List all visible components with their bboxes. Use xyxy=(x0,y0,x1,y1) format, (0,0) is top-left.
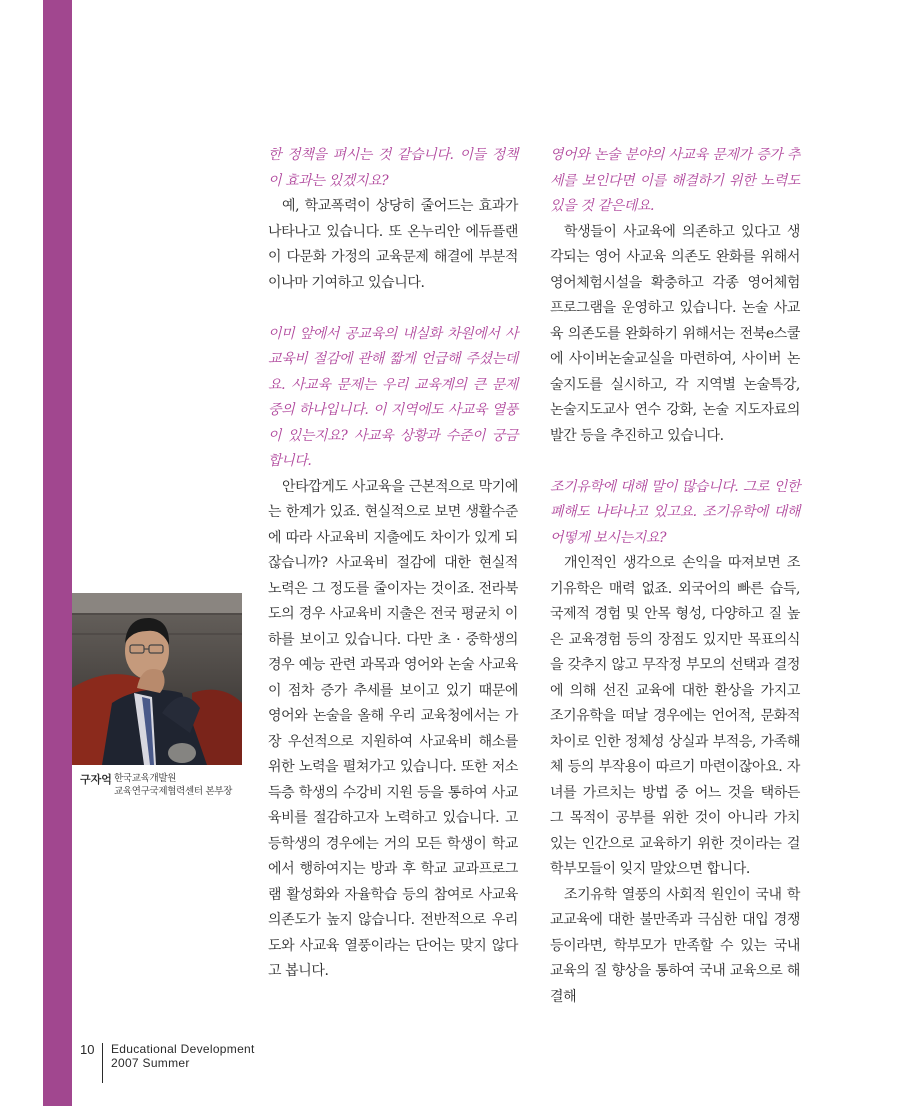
interview-answer: 예, 학교폭력이 상당히 줄어드는 효과가 나타나고 있습니다. 또 온누리안 에듀플랜이 다문화 가정의 교육문제 해결에 부분적이나마 기여하고 있습니다. xyxy=(268,198,518,291)
interviewee-photo xyxy=(72,593,242,765)
left-text-column xyxy=(268,143,518,985)
interview-answer: 개인적인 생각으로 손익을 따져보면 조기유학은 매력 없죠. 외국어의 빠른 습득, 국제적 경험 및 안목 형성, 다양하고 질 높은 교육경험 등의 장점도 있지만 목표의식을 갖추지 않고 무작정 부모의 선택과 결정에 의해 선진 교육에 대한 환상을 가지고 조기유학을 떠날 경우에는 언어적, 문화적 차이로 인한 정체성 상실과 부적응, 가족해체 등의 부작용이 따르기 마련이잖아요. 자녀를 가르치는 방법 중 어느 것을 택하든 그 목적이 공부를 위한 것이 아니라 가치 있는 인간으로 교육하기 위한 것이라는 걸 학부모들이 잊지 말았으면 합니다. xyxy=(550,555,800,877)
interview-question: 이미 앞에서 공교육의 내실화 차원에서 사교육비 절감에 관해 짧게 언급해 주셨는데요. 사교육 문제는 우리 교육계의 큰 문제 중의 하나입니다. 이 지역에도 사교육 열풍이 있는지요? 사교육 상황과 수준이 궁금합니다. xyxy=(268,325,518,469)
paragraph-gap xyxy=(268,296,518,322)
interview-question: 영어와 논술 분야의 사교육 문제가 증가 추세를 보인다면 이를 해결하기 위한 노력도 있을 것 같은데요. xyxy=(550,147,800,214)
footer-divider xyxy=(102,1043,103,1083)
interview-question: 한 정책을 펴시는 것 같습니다. 이들 정책이 효과는 있겠지요? xyxy=(268,147,518,189)
affiliation-line: 교육연구국제협력센터 본부장 xyxy=(114,786,233,797)
interviewee-affiliation xyxy=(114,772,232,798)
affiliation-line: 한국교육개발원 xyxy=(114,773,177,784)
right-text-column xyxy=(550,143,800,1010)
interview-answer: 안타깝게도 사교육을 근본적으로 막기에는 한계가 있죠. 현실적으로 보면 생활수준에 따라 사교육비 지출에도 차이가 있게 되잖습니까? 사교육비 절감에 대한 현실적 노력은 그 정도를 줄이자는 것이죠. 전라북도의 경우 사교육비 지출은 전국 평균치 이하를 보이고 있습니다. 다만 초 · 중학생의 경우 예능 관련 과목과 영어와 논술 사교육이 점차 증가 추세를 보이고 있기 때문에 영어와 논술을 올해 우리 교육청에서는 가장 우선적으로 지원하여 사교육비 해소를 위한 노력을 펼쳐가고 있습니다. 또한 저소득층 학생의 수강비 지원 등을 통하여 사교육비를 절감하고자 노력하고 있습니다. 고등학생의 경우에는 거의 모든 학생이 학교에서 행하여지는 방과 후 학교 교과프로그램 활성화와 자율학습 등의 참여로 사교육 의존도가 높지 않습니다. 전반적으로 우리 도와 사교육 열풍이라는 단어는 맞지 않다고 봅니다. xyxy=(268,478,518,979)
publication-issue: 2007 Summer xyxy=(111,1056,190,1070)
side-accent-bar xyxy=(43,0,72,1106)
interview-question: 조기유학에 대해 말이 많습니다. 그로 인한 폐해도 나타나고 있고요. 조기유학에 대해 어떻게 보시는지요? xyxy=(550,478,800,546)
interview-answer: 학생들이 사교육에 의존하고 있다고 생각되는 영어 사교육 의존도 완화를 위해서 영어체험시설을 확충하고 각종 영어체험 프로그램을 운영하고 있습니다. 논술 사교육 의존도를 완화하기 위해서는 전북e스쿨에 사이버논술교실을 마련하여, 사이버 논술지도를 실시하고, 각 지역별 논술특강, 논술지도교사 연수 강화, 논술 지도자료의 발간 등을 추진하고 있습니다. xyxy=(550,223,800,444)
portrait-illustration xyxy=(72,593,242,765)
publication-info xyxy=(111,1042,255,1070)
interviewee-name: 구자억 xyxy=(80,773,112,786)
interview-answer: 조기유학 열풍의 사회적 원인이 국내 학교교육에 대한 불만족과 극심한 대입 경쟁 등이라면, 학부모가 만족할 수 있는 국내 교육의 질 향상을 통하여 국내 교육으로 해결해 xyxy=(550,886,800,1005)
paragraph-gap xyxy=(550,449,800,475)
page-number: 10 xyxy=(80,1042,95,1057)
publication-title: Educational Development xyxy=(111,1042,255,1056)
